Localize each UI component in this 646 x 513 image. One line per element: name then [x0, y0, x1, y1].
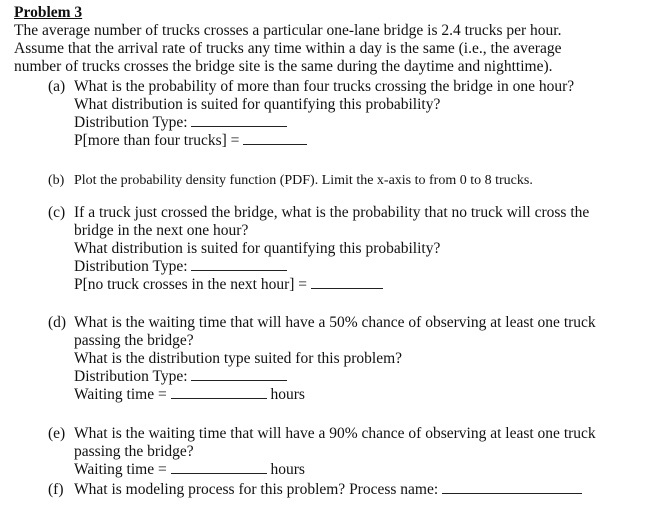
part-c-dist-label: Distribution Type:	[74, 258, 188, 275]
part-d-wait-label: Waiting time =	[74, 386, 167, 403]
intro-line: Assume that the arrival rate of trucks any time within a day is the same (i.e., the average	[14, 40, 562, 57]
part-a	[14, 78, 639, 150]
part-c-line1b: bridge in the next one hour?	[74, 222, 249, 239]
problem-page	[14, 4, 639, 499]
part-f-blank[interactable]	[442, 481, 582, 494]
part-d-line2: What is the distribution type suited for this problem?	[74, 350, 403, 367]
part-d-unit: hours	[270, 386, 305, 403]
part-c-line2: What distribution is suited for quantifying this probability?	[74, 240, 441, 257]
part-e	[14, 425, 639, 479]
part-c-label: (c)	[48, 204, 66, 221]
part-c	[14, 204, 639, 294]
part-a-dist-label: Distribution Type:	[74, 114, 188, 131]
part-c-dist-row	[48, 258, 639, 276]
part-d-label: (d)	[48, 314, 67, 331]
part-b-question: Plot the probability density function (PDF). Limit the x-axis to from 0 to 8 trucks.	[74, 173, 533, 188]
part-a-dist-row	[48, 114, 639, 132]
part-e-wait-blank[interactable]	[171, 461, 267, 474]
part-e-question: What is the waiting time that will have a 90% chance of observing at least one truck	[74, 425, 596, 442]
part-f-label: (f)	[48, 481, 64, 498]
part-e-wait-row	[48, 461, 639, 479]
part-a-line2: What distribution is suited for quantifying this probability?	[74, 96, 441, 113]
part-f-question: What is modeling process for this problem? Process name:	[74, 481, 439, 498]
part-a-prob-row	[48, 132, 639, 150]
part-e-line1b: passing the bridge?	[74, 443, 194, 460]
part-d-dist-blank[interactable]	[191, 368, 287, 381]
part-e-unit: hours	[270, 461, 305, 478]
part-c-prob-row	[48, 276, 639, 294]
intro-line: number of trucks crosses the bridge site is the same during the daytime and nighttime).	[14, 58, 553, 75]
part-d-wait-blank[interactable]	[171, 386, 267, 399]
intro-line: The average number of trucks crosses a particular one-lane bridge is 2.4 trucks per hour.	[14, 22, 562, 39]
part-b-label: (b)	[48, 173, 65, 188]
part-a-prob-blank[interactable]	[243, 132, 307, 145]
part-d-dist-row	[48, 368, 639, 386]
part-e-wait-label: Waiting time =	[74, 461, 167, 478]
problem-title: Problem 3	[14, 4, 83, 21]
part-a-question: What is the probability of more than four trucks crossing the bridge in one hour?	[74, 78, 575, 95]
part-c-question: If a truck just crossed the bridge, what is the probability that no truck will cross the	[74, 204, 590, 221]
part-d-wait-row	[48, 386, 639, 404]
part-d	[14, 314, 639, 404]
part-f-row	[74, 481, 639, 499]
part-d-line1b: passing the bridge?	[74, 332, 194, 349]
part-d-dist-label: Distribution Type:	[74, 368, 188, 385]
part-a-prob-label: P[more than four trucks] =	[74, 132, 240, 149]
part-d-question: What is the waiting time that will have a 50% chance of observing at least one truck	[74, 314, 596, 331]
part-c-dist-blank[interactable]	[191, 258, 287, 271]
part-c-prob-blank[interactable]	[311, 276, 383, 289]
part-e-label: (e)	[48, 425, 66, 442]
part-f	[14, 481, 639, 499]
part-a-dist-blank[interactable]	[191, 114, 287, 127]
part-b	[14, 172, 639, 190]
part-c-prob-label: P[no truck crosses in the next hour] =	[74, 276, 308, 293]
part-a-label: (a)	[48, 78, 66, 95]
problem-intro	[14, 22, 639, 76]
